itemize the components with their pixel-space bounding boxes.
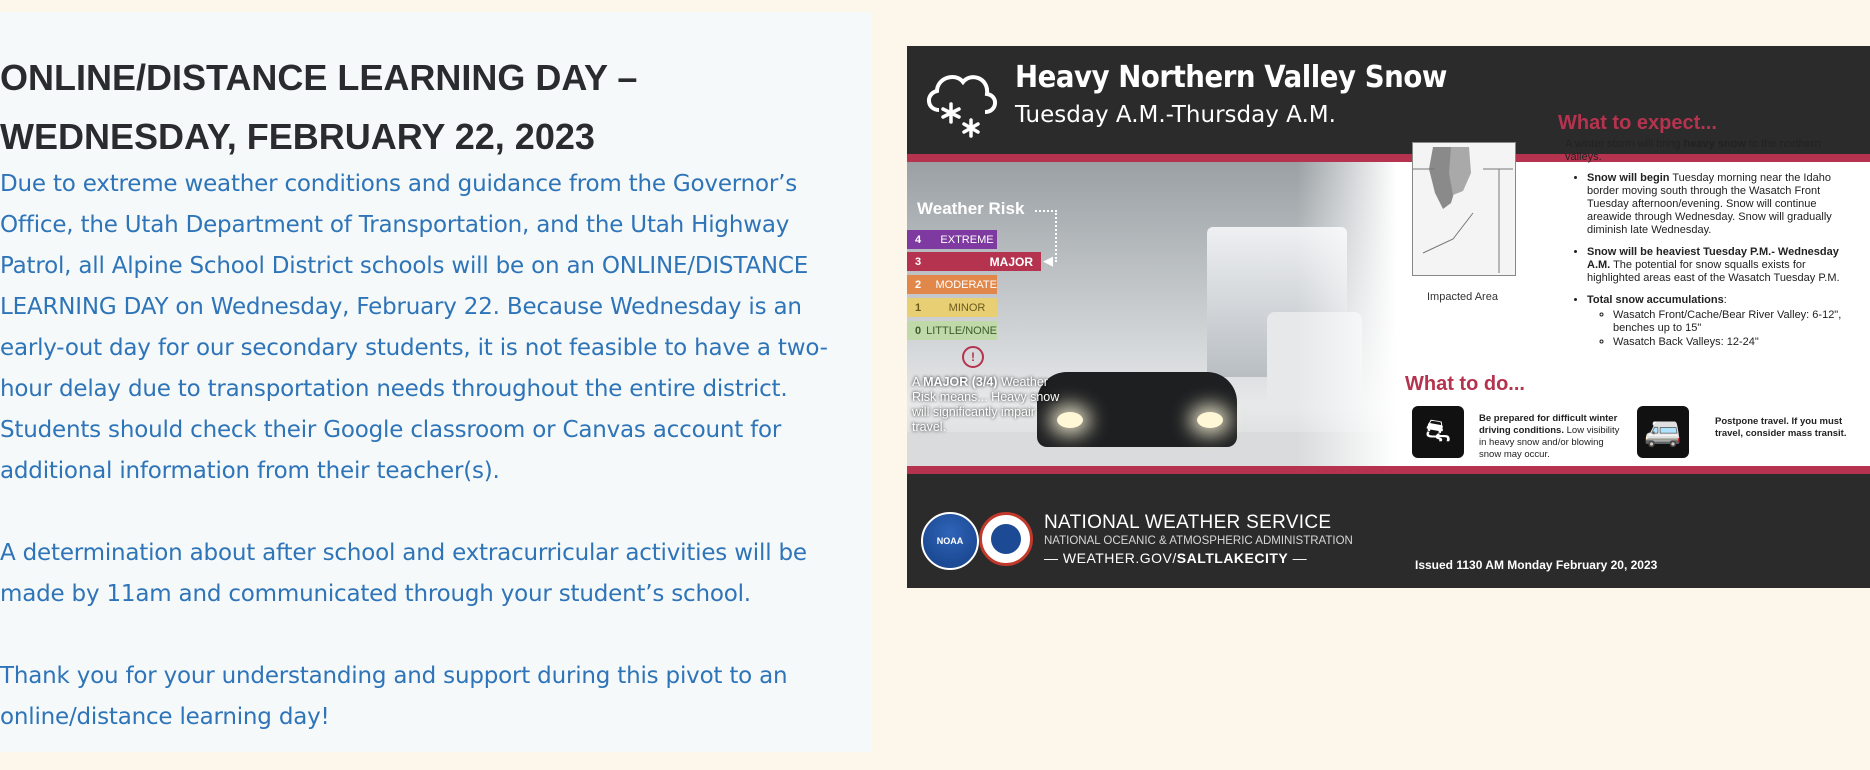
nws-url-prefix: — WEATHER.GOV/: [1044, 550, 1177, 566]
accumulation-list: [1587, 309, 1860, 349]
impacted-area-label: Impacted Area: [1427, 291, 1498, 303]
risk-level-label: EXTREME: [940, 233, 994, 246]
expect-item-heaviest: [1587, 246, 1860, 285]
weather-infographic[interactable]: [907, 46, 1870, 588]
article-panel: [0, 12, 872, 752]
risk-level-2: [907, 275, 997, 294]
expect-item-text: Tuesday morning near the Idaho border moving south through the Wasatch Front Tuesday afternoon/evening. Snow will continue areawide through Wednesday. Snow will gradually diminish late Wednesday.: [1587, 172, 1832, 236]
expect-item-snow-begin: [1587, 172, 1860, 237]
risk-arrow-icon: ◀: [1043, 253, 1053, 268]
what-to-expect-heading: What to expect...: [1558, 112, 1717, 134]
expect-intro-post: to the northern valleys.: [1565, 138, 1821, 163]
photo-fade: [1297, 162, 1397, 466]
headlight-right: [1197, 412, 1223, 428]
risk-meaning-prefix: A: [912, 375, 924, 389]
todo-postpone-travel: [1715, 416, 1860, 440]
risk-meaning-level: MAJOR (3/4): [923, 375, 998, 389]
nws-subtitle: NATIONAL OCEANIC & ATMOSPHERIC ADMINISTRATION: [1044, 535, 1353, 547]
expect-item-bold: Snow will begin: [1587, 172, 1670, 184]
slippery-road-icon: ⛐: [1412, 406, 1464, 458]
nws-name: NATIONAL WEATHER SERVICE: [1044, 512, 1332, 533]
risk-level-number: 4: [915, 233, 922, 246]
risk-level-label: MODERATE: [935, 278, 997, 291]
nws-url-suffix: —: [1288, 550, 1308, 566]
headline-line-1: ONLINE/DISTANCE LEARNING DAY –: [0, 57, 638, 98]
risk-level-number: 1: [915, 301, 922, 314]
headline-line-2: WEDNESDAY, FEBRUARY 22, 2023: [0, 116, 595, 157]
exclamation-icon: !: [962, 346, 984, 368]
article-headline: [0, 48, 860, 166]
risk-level-label: LITTLE/NONE: [926, 324, 997, 337]
snow-cloud-icon: [921, 60, 1001, 140]
van-icon: 🚐: [1637, 406, 1689, 458]
expect-item-bold: Total snow accumulations: [1587, 294, 1724, 306]
accumulation-back: ◦ Wasatch Back Valleys: 12-24": [1613, 336, 1860, 349]
risk-meaning: [912, 375, 1062, 435]
graphic-title: Heavy Northern Valley Snow: [1015, 60, 1447, 95]
car: [1037, 372, 1237, 447]
risk-level-0: [907, 321, 997, 340]
risk-level-label: MINOR: [948, 301, 986, 314]
expect-item-bold: Snow will be heaviest Tuesday P.M.- Wednesday A.M.: [1587, 246, 1839, 271]
risk-level-4: [907, 230, 997, 249]
graphic-subtitle: Tuesday A.M.-Thursday A.M.: [1015, 102, 1336, 128]
nws-logo-center: [991, 524, 1021, 554]
todo-bold: Postpone travel. If you must travel, consider mass transit.: [1715, 416, 1847, 439]
expect-item-text: :: [1723, 294, 1727, 306]
nws-url[interactable]: [1044, 550, 1307, 566]
article-paragraph-1: Due to extreme weather conditions and guidance from the Governor’s Office, the Utah Department of Transportation, and the Utah Highway Patrol, all Alpine School District schools will be on an ONLINE/DISTANCE LEARNING DAY on Wednesday, February 22. Because Wednesday is an early-out day for our secondary students, it is not feasible to have a two-hour delay due to transportation needs throughout the entire district. Students should check their Google classroom or Canvas account for additional information from their teacher(s).: [0, 171, 828, 484]
accumulation-front: ◦ Wasatch Front/Cache/Bear River Valley: 6-12", benches up to 15": [1613, 309, 1860, 335]
risk-level-number: 2: [915, 278, 922, 291]
expect-intro-bold: heavy snow: [1683, 138, 1746, 150]
expect-item-text: The potential for snow squalls exists for highlighted areas east of the Wasatch Tuesday P.M.: [1587, 259, 1840, 284]
nws-url-office: SALTLAKECITY: [1176, 550, 1289, 566]
issued-timestamp: Issued 1130 AM Monday February 20, 2023: [1415, 558, 1658, 572]
risk-level-3: [907, 252, 1041, 271]
noaa-logo: NOAA: [921, 512, 979, 570]
graphic-footer-stripe: [907, 466, 1870, 474]
risk-level-number: 3: [915, 255, 922, 268]
expect-list: [1565, 172, 1860, 349]
todo-bold: Be prepared for difficult winter driving conditions.: [1479, 413, 1618, 436]
nws-logo: [979, 512, 1033, 566]
what-to-do-heading: What to do...: [1405, 373, 1525, 395]
impacted-area-map: [1412, 142, 1516, 276]
expect-intro-pre: A winter storm will bring: [1565, 138, 1684, 150]
risk-level-number: 0: [915, 324, 922, 337]
expect-details: [1565, 138, 1860, 358]
article-paragraph-3: Thank you for your understanding and support during this pivot to an online/distance learning day!: [0, 663, 788, 730]
article-paragraph-2: A determination about after school and extracurricular activities will be made by 11am and communicated through your student’s school.: [0, 540, 807, 607]
expect-item-accumulations: [1587, 294, 1860, 349]
todo-text: Low visibility in heavy snow and/or blowing snow may occur.: [1479, 425, 1620, 460]
risk-meaning-text: Weather Risk means... Heavy snow will significantly impair travel.: [912, 375, 1060, 434]
weather-risk-title: Weather Risk: [917, 199, 1025, 218]
todo-driving-conditions: [1479, 413, 1624, 461]
risk-level-label: MAJOR: [989, 254, 1033, 269]
risk-level-1: [907, 298, 997, 317]
